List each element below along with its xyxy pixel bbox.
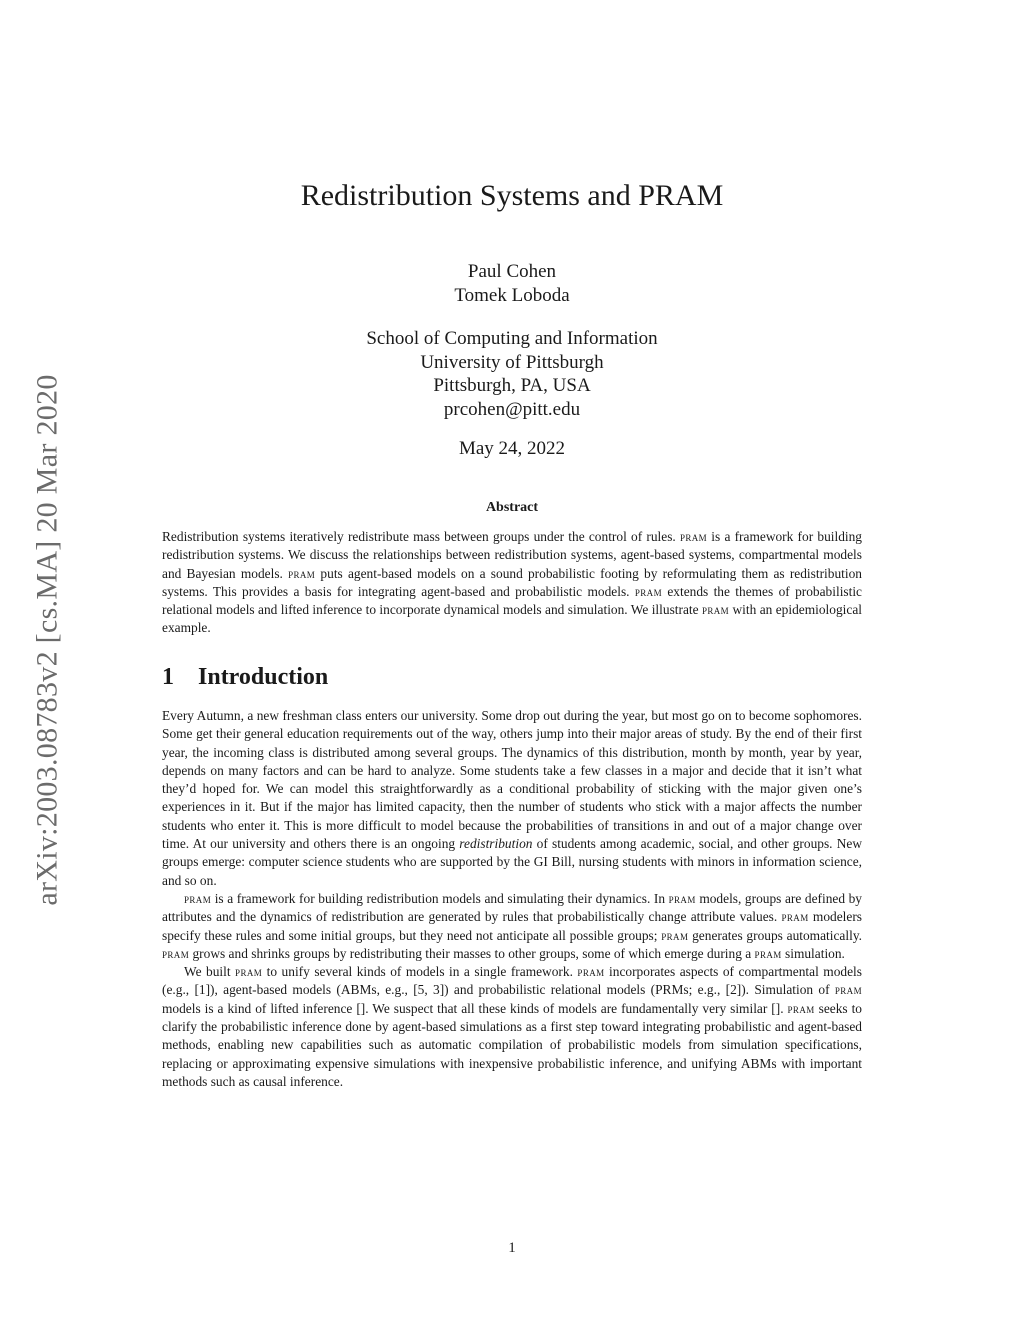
pram-acronym: pram [701,602,730,618]
section-title: Introduction [198,664,329,690]
abstract-text: Redistribution systems iteratively redistribute mass between groups under the control of rules. pram is a framework for building redistribution systems. We discuss the relationships between redistribution systems, agent-based systems, compartmental models and Bayesian models. pram puts agent-based models on a sound probabilistic footing by reformulating them as redistribution systems. This provides a basis for integrating agent-based and probabilistic models. pram extends the themes of probabilistic relational models and lifted inference to incorporate dynamical models and simulation. We illustrate pram with an epidemiological example. [162,529,863,636]
paper-date: May 24, 2022 [458,438,566,459]
abstract-heading: Abstract [485,500,539,515]
affiliation-block [0,327,1024,421]
pram-acronym: pram [634,583,662,599]
affiliation-school: School of Computing and Information [366,328,658,349]
pram-acronym: pram [679,529,708,544]
arxiv-sidebar-stamp [16,340,80,940]
page-number: 1 [508,1240,516,1256]
section-number: 1 [162,664,174,690]
paper-title: Redistribution Systems and PRAM [300,179,724,212]
affiliation-university: University of Pittsburgh [420,351,604,373]
arxiv-identifier: arXiv:2003.08783v2 [cs.MA] 20 Mar 2020 [31,374,64,906]
intro-paragraph-1: Every Autumn, a new freshman class enters our university. Some drop out during the year, but most go on to become sophomores. Some get their general education requirements out of the way, others jump into their major areas of study. By the end of their first year, the incoming class is distributed among several groups. The dynamics of this distribution, month by month, year by year, depends on many factors and can be hard to analyze. Some students take a few classes in a major and decide that it isn’t what they’d hoped for. We can model this straightforwardly as a conditional probability of sticking with the major given one’s experiences in it. But if the major has limited capacity, then the number of students who stick with a major affects the number students who enter it. This is more difficult to model because the probabilities of transitions in and out of a major change over time. At our university and others there is an ongoing redistribution of students among academic, social, and other groups. New groups emerge: computer science students who are supported by the GI Bill, nursing students with minors in information science, and so on. [162,708,862,888]
author-name: Tomek Loboda [454,284,570,306]
affiliation-location: Pittsburgh, PA, USA [433,375,591,396]
intro-paragraph-2: pram is a framework for building redistribution models and simulating their dynamics. In pram models, groups are defined by attributes and the dynamics of redistribution are generated by rules that probabilistically change attribute values. pram modelers specify these rules and some initial groups, but they need not anticipate all possible groups; pram generates groups automatically. pram grows and shrinks groups by redistributing their masses to other groups, some of which emerge during a pram simulation. [162,890,863,961]
intro-paragraph-3: We built pram to unify several kinds of models in a single framework. pram incorporates aspects of compartmental models (e.g., [1]), agent-based models (ABMs, e.g., [5, 3]) and probabilistic relational models (PRMs; e.g., [2]). Simulation of pram models is a kind of lifted inference []. We suspect that all these kinds of models are fundamentally very similar []. pram seeks to clarify the probabilistic inference done by agent-based simulations as a first step toward integrating probabilistic and agent-based methods, enabling new capabilities such as automatic compilation of probabilistic models from simulation specifications, replacing or approximating expensive simulations with inexpensive probabilistic inference, and unifying ABMs with important methods such as causal inference. [162,964,862,1089]
author-email: prcohen@pitt.edu [443,398,581,420]
pram-acronym: pram [288,565,316,581]
section-body [162,707,862,1091]
author-list [0,260,1024,307]
author-name: Paul Cohen [467,261,557,282]
section-heading [162,664,328,691]
